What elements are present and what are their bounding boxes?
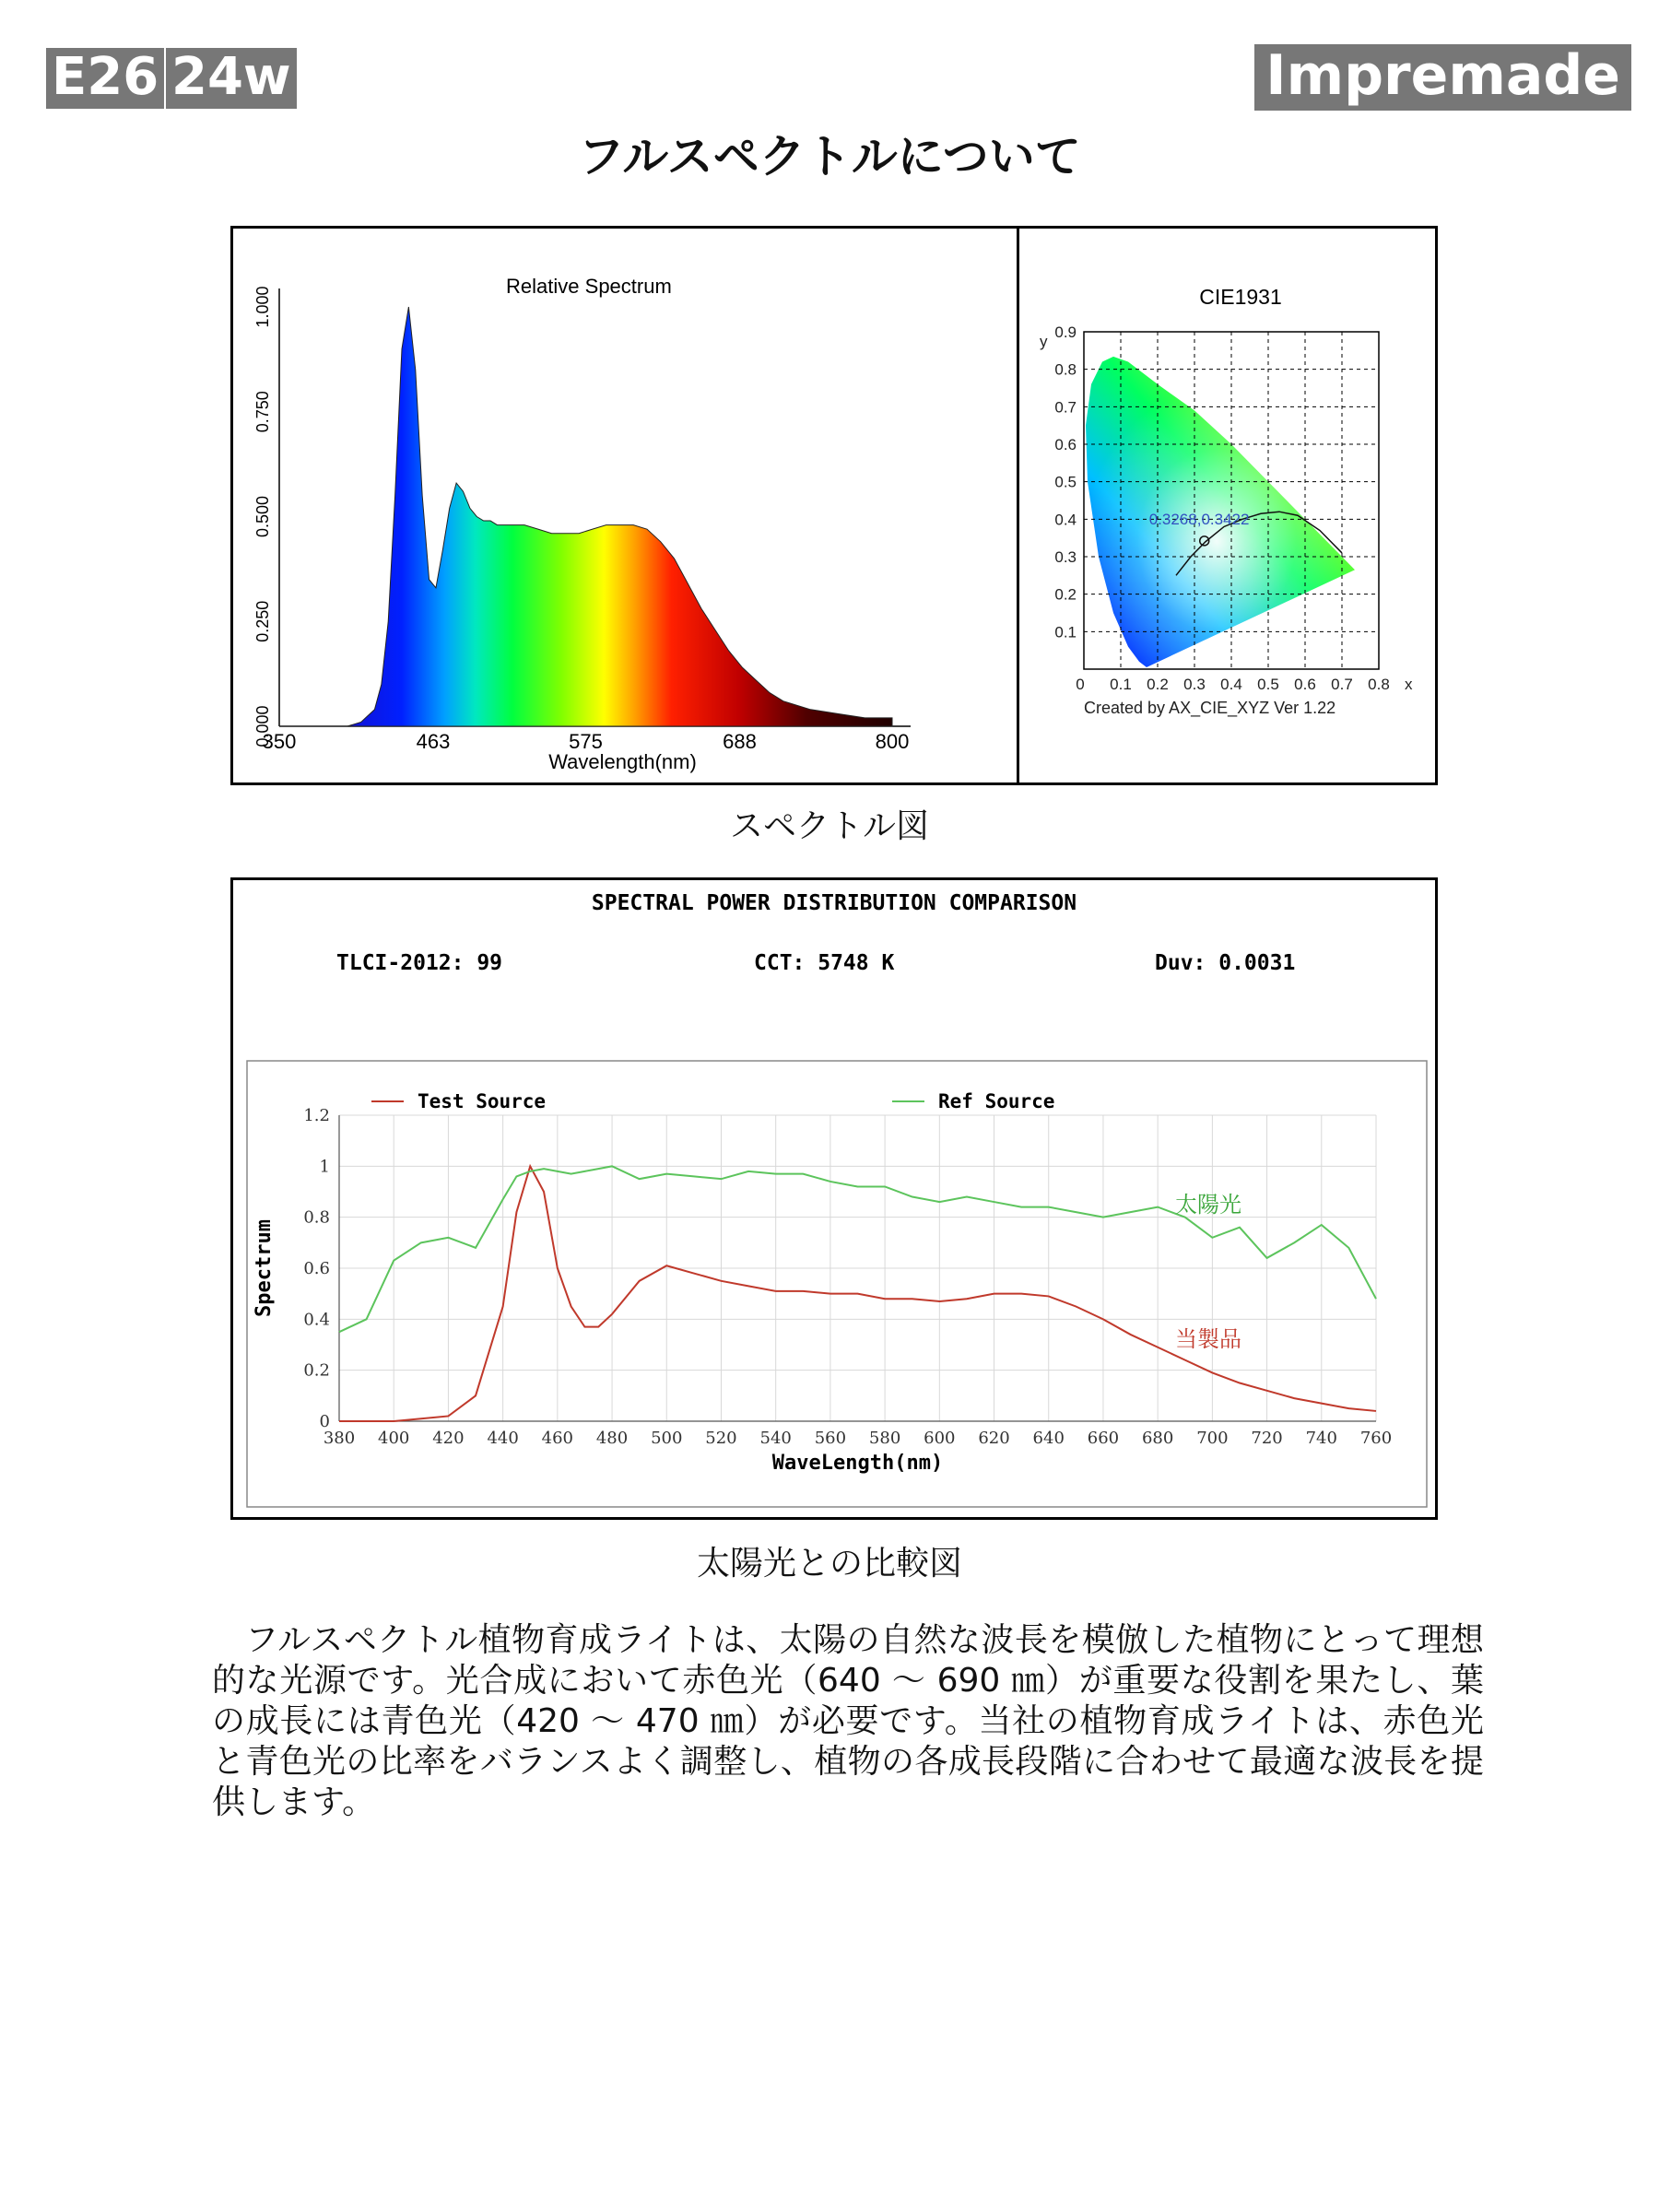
relative-spectrum-chart — [233, 229, 971, 782]
spectrum-figure — [230, 226, 1438, 785]
chart-footer: Created by AX_CIE_XYZ Ver 1.22 — [1084, 699, 1336, 717]
x-tick-label: 0.7 — [1331, 676, 1353, 693]
wattage-badge: 24w — [166, 48, 297, 109]
spectrum-caption: スペクトル図 — [729, 807, 929, 845]
x-tick-label: 350 — [262, 730, 297, 753]
white-point-label: 0.3268,0.3422 — [1148, 510, 1250, 528]
spd-comparison-chart — [233, 880, 1435, 1517]
x-axis-label: x — [1405, 676, 1413, 693]
y-tick-label: 1.2 — [303, 1106, 330, 1125]
description-paragraph: フルスペクトル植物育成ライトは、太陽の自然な波長を模倣した植物にとって理想的な光源です。光合成において赤色光（640 〜 690 ㎚）が重要な役割を果たし、葉の成長には青色光（420 〜 470 ㎚）が必要です。当社の植物育成ライトは、赤色光と青色光の比率をバランスよく調整し、植物の各成長段階に合わせて最適な波長を提供します。 — [212, 1621, 1484, 1821]
x-tick-label: 0.8 — [1368, 676, 1390, 693]
y-tick-label: 0.3 — [1054, 548, 1077, 566]
x-tick-label: 600 — [924, 1429, 956, 1448]
x-tick-label: 440 — [487, 1429, 519, 1448]
cie1931-chart — [1019, 229, 1434, 782]
x-tick-label: 580 — [868, 1429, 901, 1448]
x-axis-label: WaveLength(nm) — [771, 1452, 944, 1475]
y-tick-label: 0.750 — [253, 391, 272, 433]
y-tick-label: 0.8 — [1054, 360, 1077, 379]
x-tick-label: 688 — [723, 730, 757, 753]
x-tick-label: 700 — [1196, 1429, 1229, 1448]
legend-label: Test Source — [418, 1090, 547, 1112]
x-tick-label: 575 — [569, 730, 603, 753]
x-tick-label: 640 — [1032, 1429, 1065, 1448]
y-tick-label: 0.5 — [1054, 473, 1077, 491]
tlci-stat: TLCI-2012: 99 — [336, 951, 503, 975]
socket-badge: E26 — [46, 48, 164, 109]
comparison-caption: 太陽光との比較図 — [696, 1545, 962, 1583]
y-tick-label: 0.000 — [253, 705, 272, 747]
x-tick-label: 740 — [1305, 1429, 1337, 1448]
comparison-figure — [230, 877, 1438, 1520]
chart-title: Relative Spectrum — [506, 275, 672, 298]
y-tick-label: 1.000 — [253, 286, 272, 328]
x-tick-label: 0.4 — [1220, 676, 1242, 693]
x-tick-label: 560 — [814, 1429, 847, 1448]
y-tick-label: 1 — [319, 1157, 330, 1177]
y-tick-label: 0.1 — [1054, 623, 1077, 641]
chart-title: SPECTRAL POWER DISTRIBUTION COMPARISON — [591, 891, 1077, 915]
y-axis-label: Spectrum — [253, 1219, 276, 1317]
y-tick-label: 0.4 — [303, 1310, 330, 1330]
x-tick-label: 680 — [1141, 1429, 1174, 1448]
y-tick-label: 0.8 — [303, 1207, 330, 1228]
x-tick-label: 760 — [1359, 1429, 1393, 1448]
x-tick-label: 420 — [432, 1429, 465, 1448]
x-tick-label: 540 — [759, 1429, 792, 1448]
x-tick-label: 520 — [705, 1429, 737, 1448]
y-tick-label: 0.9 — [1054, 324, 1077, 341]
x-tick-label: 800 — [875, 730, 910, 753]
x-tick-label: 720 — [1251, 1429, 1283, 1448]
x-tick-label: 400 — [378, 1429, 410, 1448]
y-tick-label: 0.2 — [1054, 585, 1077, 604]
gamut-region — [1084, 332, 1379, 669]
x-axis-label: Wavelength(nm) — [548, 750, 697, 773]
x-tick-label: 0.2 — [1147, 676, 1169, 693]
x-tick-label: 500 — [651, 1429, 683, 1448]
chart-title: CIE1931 — [1199, 285, 1282, 309]
annotation-sunlight: 太陽光 — [1175, 1193, 1241, 1218]
page-title: フルスペクトルについて — [578, 130, 1081, 183]
x-tick-label: 0.1 — [1110, 676, 1132, 693]
x-tick-label: 0.6 — [1294, 676, 1316, 693]
x-tick-label: 463 — [416, 730, 451, 753]
y-tick-label: 0 — [319, 1412, 330, 1431]
x-tick-label: 380 — [323, 1429, 356, 1448]
y-tick-label: 0.4 — [1054, 511, 1077, 529]
gamut-white — [1084, 332, 1379, 669]
spectrum-area — [279, 307, 892, 726]
x-tick-label: 660 — [1087, 1429, 1120, 1448]
x-tick-label: 0.3 — [1183, 676, 1206, 693]
y-tick-label: 0.500 — [253, 495, 272, 538]
x-tick-label: 460 — [541, 1429, 574, 1448]
legend-label: Ref Source — [938, 1090, 1055, 1112]
x-tick-label: 0 — [1076, 676, 1085, 693]
y-tick-label: 0.250 — [253, 600, 272, 642]
y-tick-label: 0.2 — [303, 1360, 330, 1381]
brand-logo: Impremade — [1254, 44, 1631, 111]
x-tick-label: 620 — [978, 1429, 1010, 1448]
x-tick-label: 480 — [595, 1429, 629, 1448]
x-tick-label: 0.5 — [1257, 676, 1279, 693]
y-tick-label: 0.7 — [1054, 398, 1077, 417]
annotation-product: 当製品 — [1175, 1327, 1241, 1352]
y-axis-label: y — [1040, 333, 1048, 350]
duv-stat: Duv: 0.0031 — [1155, 951, 1296, 975]
y-tick-label: 0.6 — [303, 1259, 330, 1278]
y-tick-label: 0.6 — [1054, 436, 1077, 453]
cct-stat: CCT: 5748 K — [754, 951, 895, 975]
